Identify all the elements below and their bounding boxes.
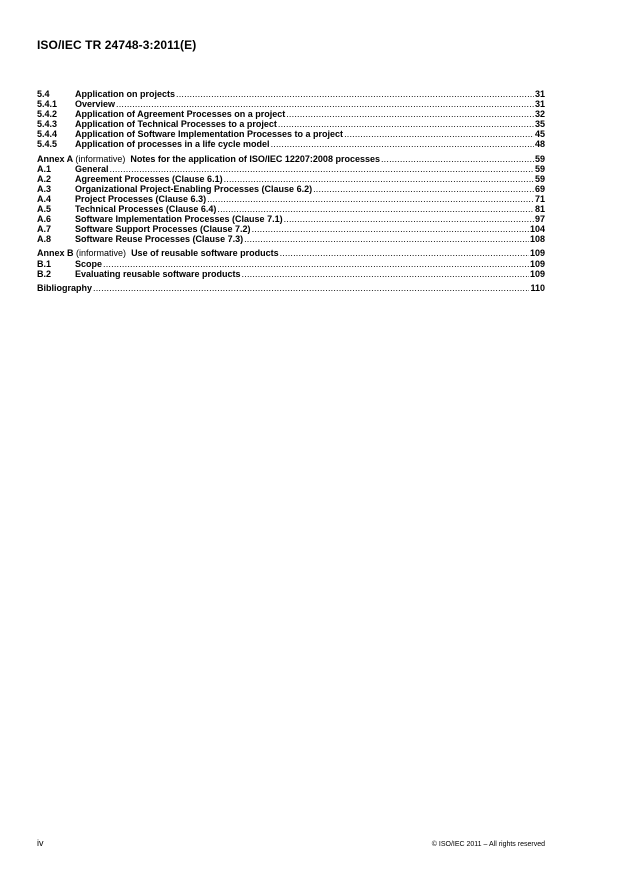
toc-entry-page: 59	[534, 153, 545, 164]
dot-leader	[286, 109, 534, 119]
toc-entry-page: 31	[534, 99, 545, 110]
toc-group-annex-b	[37, 248, 545, 278]
toc-entry-title: Software Reuse Processes (Clause 7.3)	[75, 234, 244, 245]
toc-entry[interactable]	[37, 129, 545, 139]
toc-entry-title: Application of Software Implementation Processes to a project	[75, 129, 344, 140]
toc-annex-heading[interactable]	[37, 154, 545, 164]
table-of-contents	[37, 89, 545, 297]
toc-entry-number: 5.4	[37, 89, 50, 99]
annex-qualifier: (informative)	[75, 153, 126, 164]
toc-entry[interactable]	[37, 174, 545, 184]
toc-entry-title: Technical Processes (Clause 6.4)	[75, 204, 217, 215]
toc-entry[interactable]	[37, 259, 545, 269]
toc-entry-title: Application of Agreement Processes on a project	[75, 109, 286, 120]
dot-leader	[313, 184, 534, 194]
toc-entry[interactable]	[37, 89, 545, 99]
toc-entry-page: 59	[534, 163, 545, 174]
toc-entry-number: A.6	[37, 214, 52, 225]
dot-leader	[242, 269, 529, 279]
dot-leader	[344, 129, 534, 139]
toc-entry[interactable]	[37, 119, 545, 129]
toc-entry-number: B.1	[37, 258, 52, 269]
toc-entry-title: Application of Technical Processes to a project	[75, 119, 277, 130]
toc-entry-number: A.7	[37, 224, 52, 235]
dot-leader	[103, 259, 529, 269]
dot-leader	[284, 214, 534, 224]
toc-entry-number: A.8	[37, 234, 52, 245]
toc-entry-title: Software Implementation Processes (Clause 7.1)	[75, 214, 283, 225]
toc-entry[interactable]	[37, 99, 545, 109]
toc-entry-page: 71	[534, 193, 545, 204]
toc-entry-title: Bibliography	[37, 282, 93, 293]
toc-entry-title: Evaluating reusable software products	[75, 268, 241, 279]
toc-entry[interactable]	[37, 204, 545, 214]
annex-label: Annex A	[37, 153, 73, 164]
toc-entry-page: 35	[534, 119, 545, 130]
toc-entry-number: 5.4.4	[37, 129, 58, 140]
dot-leader	[93, 283, 529, 293]
toc-entry-number: A.5	[37, 204, 52, 215]
toc-entry[interactable]	[37, 109, 545, 119]
dot-leader	[217, 204, 534, 214]
toc-entry-number: A.3	[37, 183, 52, 194]
dot-leader	[271, 139, 534, 149]
toc-entry-title: Agreement Processes (Clause 6.1)	[75, 173, 223, 184]
toc-entry[interactable]	[37, 164, 545, 174]
toc-entry-title: General	[75, 163, 109, 174]
toc-annex-title	[37, 248, 279, 258]
toc-entry-page: 32	[534, 109, 545, 120]
toc-entry-number: B.2	[37, 268, 52, 279]
toc-entry-title: Scope	[75, 258, 103, 269]
dot-leader	[252, 224, 529, 234]
page-number: iv	[37, 838, 44, 848]
toc-entry-title: Organizational Project-Enabling Processes (Clause 6.2)	[75, 183, 313, 194]
annex-title-text: Use of reusable software products	[131, 248, 279, 259]
toc-group-bibliography	[37, 283, 545, 293]
toc-group-annex-a	[37, 154, 545, 245]
toc-entry-number: 5.4.5	[37, 139, 58, 150]
toc-entry-page: 109	[529, 268, 545, 279]
toc-bibliography-entry[interactable]	[37, 283, 545, 293]
toc-entry-number: 5.4.1	[37, 99, 58, 110]
annex-qualifier: (informative)	[76, 248, 127, 259]
toc-entry[interactable]	[37, 234, 545, 244]
toc-annex-heading[interactable]	[37, 248, 545, 258]
toc-entry[interactable]	[37, 269, 545, 279]
toc-entry-number: A.2	[37, 173, 52, 184]
toc-entry-page: 81	[534, 204, 545, 215]
dot-leader	[176, 89, 534, 99]
dot-leader	[116, 99, 534, 109]
dot-leader	[224, 174, 534, 184]
toc-entry-number: 5.4.2	[37, 109, 58, 120]
toc-entry-page: 48	[534, 139, 545, 150]
dot-leader	[207, 194, 534, 204]
toc-entry-page: 109	[529, 248, 545, 259]
toc-entry-title: Software Support Processes (Clause 7.2)	[75, 224, 251, 235]
dot-leader	[381, 154, 534, 164]
toc-entry-page: 59	[534, 173, 545, 184]
annex-label: Annex B	[37, 248, 74, 259]
toc-entry-page: 31	[534, 89, 545, 99]
annex-title-text: Notes for the application of ISO/IEC 12207:2008 processes	[130, 153, 380, 164]
toc-entry[interactable]	[37, 194, 545, 204]
toc-entry-number: A.4	[37, 193, 52, 204]
toc-entry-page: 45	[534, 129, 545, 140]
toc-entry-page: 104	[529, 224, 545, 235]
dot-leader	[110, 164, 534, 174]
toc-entry-page: 108	[529, 234, 545, 245]
document-header: ISO/IEC TR 24748-3:2011(E)	[37, 38, 197, 52]
copyright-notice: © ISO/IEC 2011 – All rights reserved	[431, 841, 545, 848]
toc-entry-page: 97	[534, 214, 545, 225]
toc-entry-page: 110	[530, 282, 545, 293]
toc-entry-title: Project Processes (Clause 6.3)	[75, 193, 207, 204]
toc-entry-title: Application of processes in a life cycle model	[75, 139, 270, 150]
toc-entry-number: 5.4.3	[37, 119, 58, 130]
dot-leader	[280, 248, 529, 258]
toc-annex-title	[37, 154, 380, 164]
toc-entry-number: A.1	[37, 163, 52, 174]
dot-leader	[244, 234, 529, 244]
toc-entry-page: 69	[534, 183, 545, 194]
toc-group-clause-5-4	[37, 89, 545, 150]
toc-entry[interactable]	[37, 184, 545, 194]
toc-entry[interactable]	[37, 224, 545, 234]
dot-leader	[278, 119, 534, 129]
toc-entry-title: Overview	[75, 99, 116, 110]
toc-entry[interactable]	[37, 214, 545, 224]
toc-entry[interactable]	[37, 139, 545, 149]
toc-entry-title: Application on projects	[75, 89, 176, 99]
toc-entry-page: 109	[529, 258, 545, 269]
